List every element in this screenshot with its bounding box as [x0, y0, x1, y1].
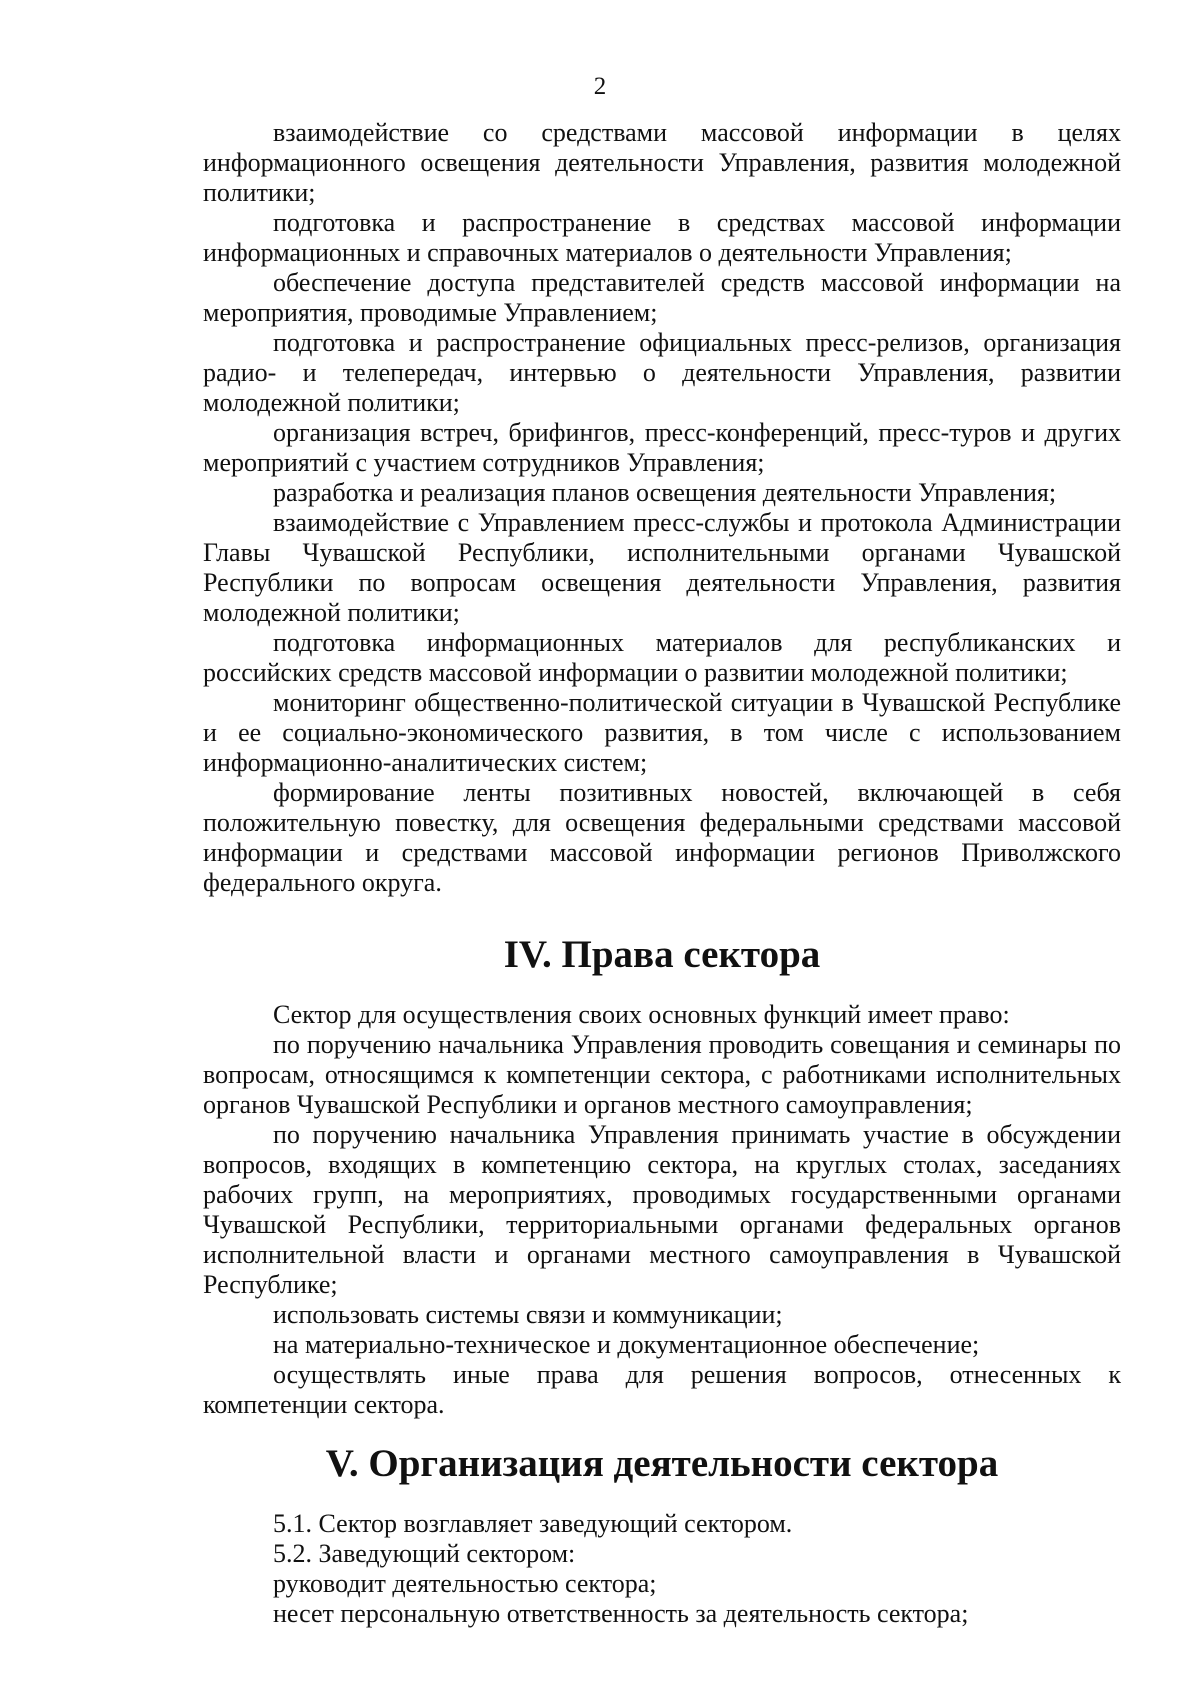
rights-item: осуществлять иные права для решения вопросов, отнесенных к компетенции сектора. [203, 1360, 1121, 1419]
function-item: формирование ленты позитивных новостей, включающей в себя положительную повестку, для освещения федеральными средствами массовой информации и средствами массовой информации регионов Приволжского федерального округа. [203, 778, 1121, 897]
organization-list [203, 1509, 1121, 1629]
organization-item: руководит деятельностью сектора; [273, 1569, 657, 1598]
function-item: подготовка и распространение в средствах массовой информации информационных и справочных материалов о деятельности Управления; [203, 208, 1121, 267]
rights-item: использовать системы связи и коммуникации; [273, 1300, 783, 1329]
document-body [203, 118, 1121, 1629]
rights-item: на материально-техническое и документационное обеспечение; [273, 1330, 980, 1359]
rights-item: Сектор для осуществления своих основных функций имеет право: [273, 1000, 1010, 1029]
organization-item: 5.1. Сектор возглавляет заведующий сектором. [273, 1509, 793, 1538]
section-4-heading: IV. Права сектора [503, 933, 821, 976]
page-number: 2 [593, 73, 607, 100]
function-item: взаимодействие с Управлением пресс-службы и протокола Администрации Главы Чувашской Республики, исполнительными органами Чувашской Республики по вопросам освещения деятельности Управления, развития молодежной политики; [203, 508, 1121, 627]
function-item: взаимодействие со средствами массовой информации в целях информационного освещения деятельности Управления, развития молодежной политики; [203, 118, 1121, 207]
rights-item: по поручению начальника Управления принимать участие в обсуждении вопросов, входящих в компетенцию сектора, на круглых столах, заседаниях рабочих групп, на мероприятиях, проводимых государственными органами Чувашской Республики, территориальными органами федеральных органов исполнительной власти и органами местного самоуправления в Чувашской Республике; [203, 1120, 1121, 1299]
rights-list [203, 1000, 1121, 1420]
function-item: подготовка и распространение официальных пресс-релизов, организация радио- и телепередач, интервью о деятельности Управления, развитии молодежной политики; [203, 328, 1121, 417]
function-item: мониторинг общественно-политической ситуации в Чувашской Республике и ее социально-экономического развития, в том числе с использованием информационно-аналитических систем; [203, 688, 1121, 777]
function-item: организация встреч, брифингов, пресс-конференций, пресс-туров и других мероприятий с участием сотрудников Управления; [203, 418, 1121, 477]
organization-item: несет персональную ответственность за деятельность сектора; [273, 1599, 969, 1628]
section-5-heading: V. Организация деятельности сектора [325, 1442, 999, 1485]
function-item: обеспечение доступа представителей средств массовой информации на мероприятия, проводимые Управлением; [203, 268, 1121, 327]
function-item: разработка и реализация планов освещения деятельности Управления; [273, 478, 1057, 507]
function-item: подготовка информационных материалов для республиканских и российских средств массовой информации о развитии молодежной политики; [203, 628, 1121, 687]
functions-list [203, 118, 1121, 898]
organization-item: 5.2. Заведующий сектором: [273, 1539, 576, 1568]
rights-item: по поручению начальника Управления проводить совещания и семинары по вопросам, относящимся к компетенции сектора, с работниками исполнительных органов Чувашской Республики и органов местного самоуправления; [203, 1030, 1121, 1119]
